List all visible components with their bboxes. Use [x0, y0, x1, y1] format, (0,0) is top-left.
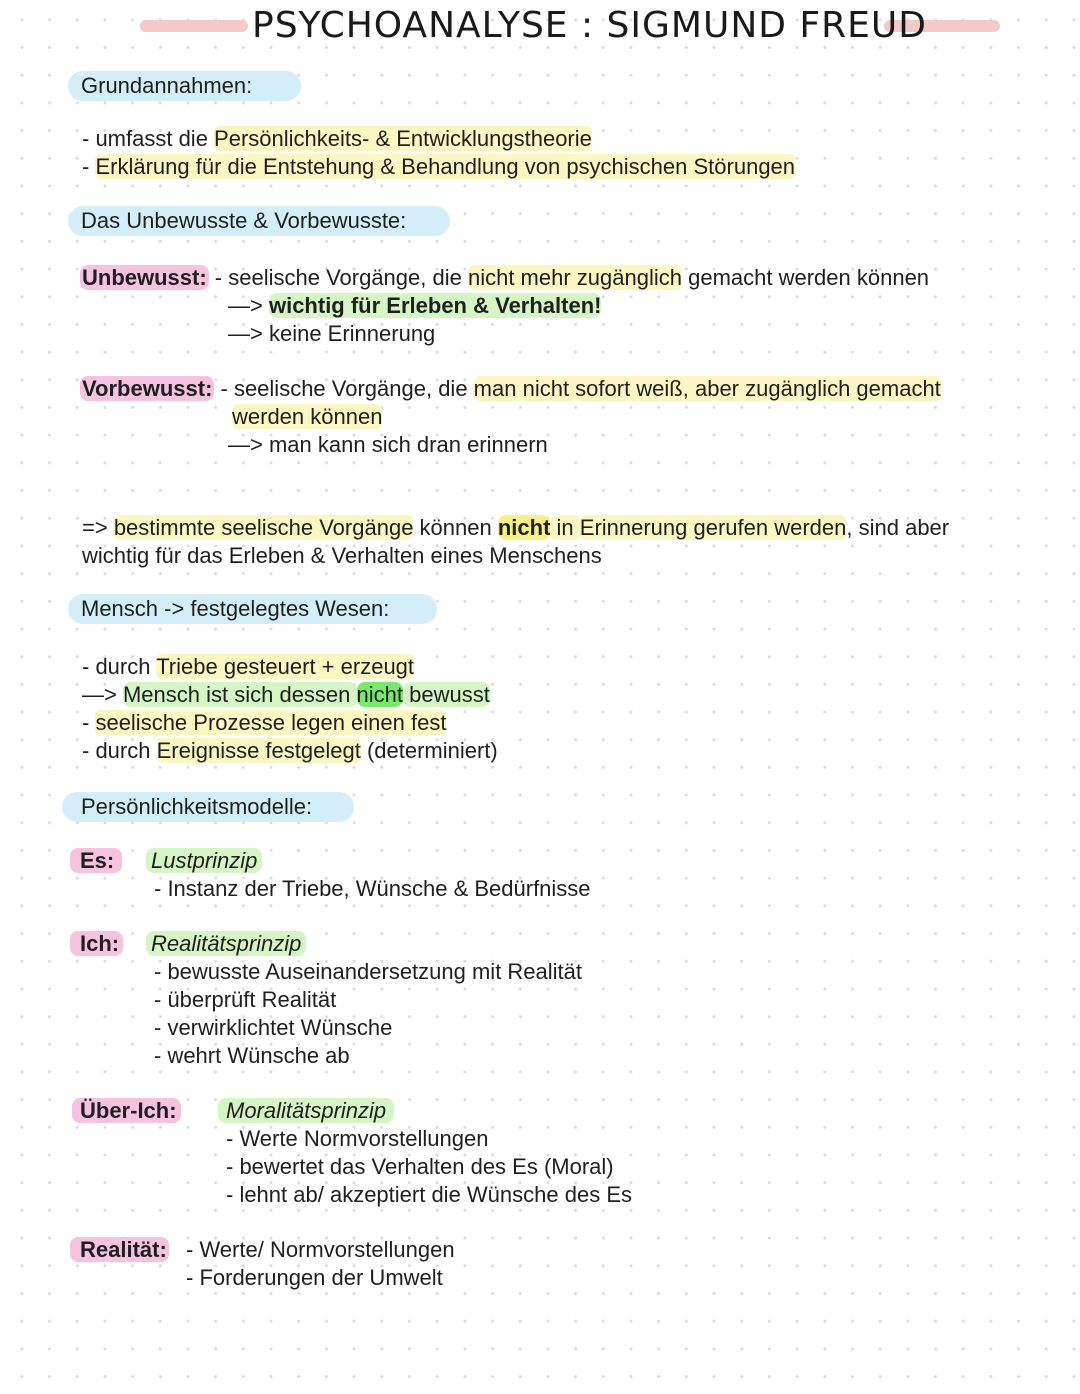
term-label-es: Es: [70, 848, 122, 873]
es-item: - Instanz der Triebe, Wünsche & Bedürfnisse [154, 876, 591, 901]
text: - seelische Vorgänge, die [208, 265, 468, 290]
section-heading-unbewusste [68, 206, 450, 236]
ich-item: - verwirklichtet Wünsche [154, 1015, 393, 1040]
text: - umfasst die [82, 126, 215, 151]
ich-item: - überprüft Realität [154, 987, 337, 1012]
title-decoration-left [140, 20, 248, 32]
highlighted-text: seelische Prozesse legen einen fest [95, 710, 447, 735]
mensch-line-4 [82, 737, 498, 765]
ich-label [70, 930, 123, 958]
ueberich-label [72, 1097, 181, 1125]
section-heading-text: Persönlichkeitsmodelle: [81, 794, 313, 819]
text: gemacht werden können [681, 265, 930, 290]
ueberich-principle [218, 1097, 394, 1125]
highlighted-text: Mensch ist sich dessen [122, 682, 357, 707]
principle-text: Moralitätsprinzip [218, 1098, 394, 1123]
section-heading-persoenlichkeitsmodelle [62, 792, 354, 822]
grund-line-2 [82, 153, 795, 181]
highlighted-text: in [550, 515, 580, 540]
text: - seelische Vorgänge, die [214, 376, 474, 401]
es-principle [146, 847, 262, 875]
vorbewusst-line-2 [232, 403, 382, 431]
highlighted-text: Ereignisse festgelegt [156, 738, 361, 763]
text: (determiniert) [360, 738, 498, 763]
mensch-line-3 [82, 709, 446, 737]
ueberich-item: - lehnt ab/ akzeptiert die Wünsche des Es [226, 1182, 632, 1207]
text: - durch [82, 654, 157, 679]
realitaet-label [70, 1236, 169, 1264]
strong-highlighted-text: nicht [356, 682, 403, 707]
es-label [70, 847, 122, 875]
arrow-text: —> [82, 682, 123, 707]
section-heading-text: Mensch -> festgelegtes Wesen: [81, 596, 390, 621]
term-label-unbewusst: Unbewusst: [82, 265, 207, 290]
term-label-ueberich: Über-Ich: [72, 1098, 181, 1123]
highlighted-text: man nicht sofort weiß, aber zugänglich gemacht [473, 376, 941, 401]
vorbewusst-line-3: —> man kann sich dran erinnern [228, 432, 548, 457]
section-heading-mensch [68, 594, 437, 624]
ich-principle [146, 930, 306, 958]
mensch-line-1 [82, 653, 414, 681]
conclusion-line-1 [82, 514, 949, 542]
term-label-ich: Ich: [70, 931, 123, 956]
highlighted-text: bewusst [403, 682, 490, 707]
realitaet-item: - Werte/ Normvorstellungen [186, 1237, 455, 1262]
text: können [413, 515, 498, 540]
vorbewusst-line-1 [80, 375, 941, 403]
text: - [82, 710, 96, 735]
ueberich-item: - bewertet das Verhalten des Es (Moral) [226, 1154, 614, 1179]
highlighted-text: Persönlichkeits- & Entwicklungstheorie [214, 126, 592, 151]
term-label-vorbewusst: Vorbewusst: [82, 376, 213, 401]
section-heading-text: Das Unbewusste & Vorbewusste: [81, 208, 407, 233]
text: , sind aber [846, 515, 950, 540]
mensch-line-2 [82, 681, 490, 709]
term-label-realitaet: Realität: [70, 1237, 169, 1262]
page-title: PSYCHOANALYSE : SIGMUND FREUD [252, 5, 927, 46]
highlighted-text: Erklärung für die Entstehung & Behandlung von psychischen Störungen [95, 154, 796, 179]
principle-text: Realitätsprinzip [146, 931, 306, 956]
text: - durch [82, 738, 157, 763]
grund-line-1 [82, 125, 592, 153]
ueberich-item: - Werte Normvorstellungen [226, 1126, 489, 1151]
unbewusst-line-1 [80, 264, 929, 292]
unbewusst-line-3: —> keine Erinnerung [228, 321, 436, 346]
principle-text: Lustprinzip [146, 848, 262, 873]
ich-item: - wehrt Wünsche ab [154, 1043, 350, 1068]
highlighted-text: bestimmte seelische Vorgänge [113, 515, 414, 540]
arrow-text: —> [228, 293, 269, 318]
section-heading-grundannahmen [68, 71, 301, 101]
highlighted-text: nicht mehr zugänglich [467, 265, 682, 290]
text: => [82, 515, 114, 540]
ich-item: - bewusste Auseinandersetzung mit Realität [154, 959, 583, 984]
highlighted-text: wichtig für Erleben & Verhalten! [268, 293, 602, 318]
highlighted-text: Triebe gesteuert + erzeugt [156, 654, 415, 679]
highlighted-text: werden können [232, 404, 383, 429]
unbewusst-line-2 [228, 292, 601, 320]
section-heading-text: Grundannahmen: [81, 73, 253, 98]
realitaet-item: - Forderungen der Umwelt [186, 1265, 443, 1290]
conclusion-line-2: wichtig für das Erleben & Verhalten eines Menschens [82, 543, 602, 568]
text: - [82, 154, 96, 179]
strong-highlighted-text: nicht [497, 515, 551, 540]
highlighted-text: Erinnerung gerufen werden [579, 515, 847, 540]
